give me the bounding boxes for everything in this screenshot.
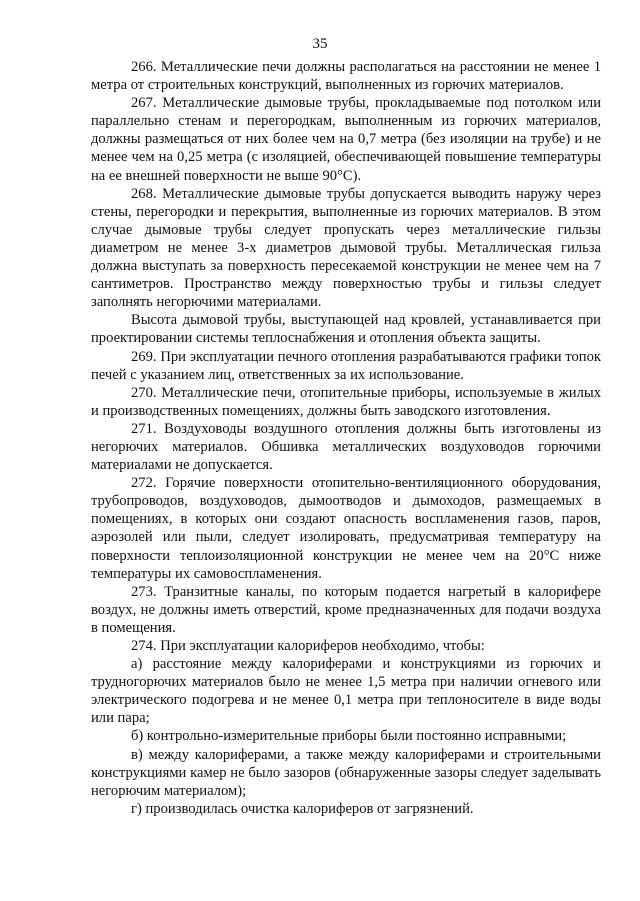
- document-body: [91, 58, 601, 818]
- paragraph-268: 268. Металлические дымовые трубы допускается выводить наружу через стены, перегородки и перекрытия, выполненные из горючих материалов. В этом случае дымовые трубы следует пропускать через металлические гильзы диаметром не менее 3-х диаметров дымовой трубы. Металлическая гильза должна выступать за поверхность пересекаемой конструкции не менее чем на 7 сантиметров. Пространство между поверхностью трубы и гильзы следует заполнять негорючими материалами.: [91, 185, 601, 311]
- paragraph-268-chimney-height: Высота дымовой трубы, выступающей над кровлей, устанавливается при проектировании системы теплоснабжения и отопления объекта защиты.: [91, 312, 601, 347]
- paragraph-272: 272. Горячие поверхности отопительно-вентиляционного оборудования, трубопроводов, воздуховодов, дымоотводов и дымоходов, размещаемых в помещениях, в которых они создают опасность воспламенения газов, паров, аэрозолей или пыли, следует изолировать, предусматривая температуру на поверхности теплоизоляционной конструкции не менее чем на 20°С ниже температуры их самовоспламенения.: [91, 475, 601, 582]
- list-item-g: г) производилась очистка калориферов от загрязнений.: [131, 800, 474, 817]
- paragraph-267: 267. Металлические дымовые трубы, прокладываемые под потолком или параллельно стенам и перегородкам, выполненным из горючих материалов, должны размещаться от них более чем на 0,7 метра (без изоляции на трубе) и не менее чем на 0,25 метра (с изоляцией, обеспечивающей повышение температуры на ее внешней поверхности не выше 90°С).: [91, 95, 601, 184]
- paragraph-269: 269. При эксплуатации печного отопления разрабатываются графики топок печей с указанием лиц, ответственных за их использование.: [91, 348, 601, 383]
- paragraph-273: 273. Транзитные каналы, по которым подается нагретый в калорифере воздух, не должны иметь отверстий, кроме предназначенных для подачи воздуха в помещения.: [91, 583, 601, 636]
- paragraph-271: 271. Воздуховоды воздушного отопления должны быть изготовлены из негорючих материалов. Обшивка металлических воздуховодов горючими материалами не допускается.: [91, 420, 601, 474]
- list-item-a: а) расстояние между калориферами и конструкциями из горючих и трудногорючих материалов было не менее 1,5 метра при наличии огневого или электрического подогрева и не менее 0,1 метра при теплоносителе в виде воды или пара;: [91, 656, 601, 727]
- paragraph-270: 270. Металлические печи, отопительные приборы, используемые в жилых и производственных помещениях, должны быть заводского изготовления.: [91, 384, 601, 419]
- list-item-v: в) между калориферами, а также между калориферами и строительными конструкциями камер не было зазоров (обнаруженные зазоры следует заделывать негорючим материалом);: [91, 746, 601, 799]
- paragraph-274: 274. При эксплуатации калориферов необходимо, чтобы:: [131, 638, 485, 654]
- paragraph-266: 266. Металлические печи должны располагаться на расстоянии не менее 1 метра от строительных конструкций, выполненных из горючих материалов.: [91, 59, 601, 94]
- page-number: 35: [312, 36, 328, 52]
- list-item-b: б) контрольно-измерительные приборы были постоянно исправными;: [131, 728, 567, 745]
